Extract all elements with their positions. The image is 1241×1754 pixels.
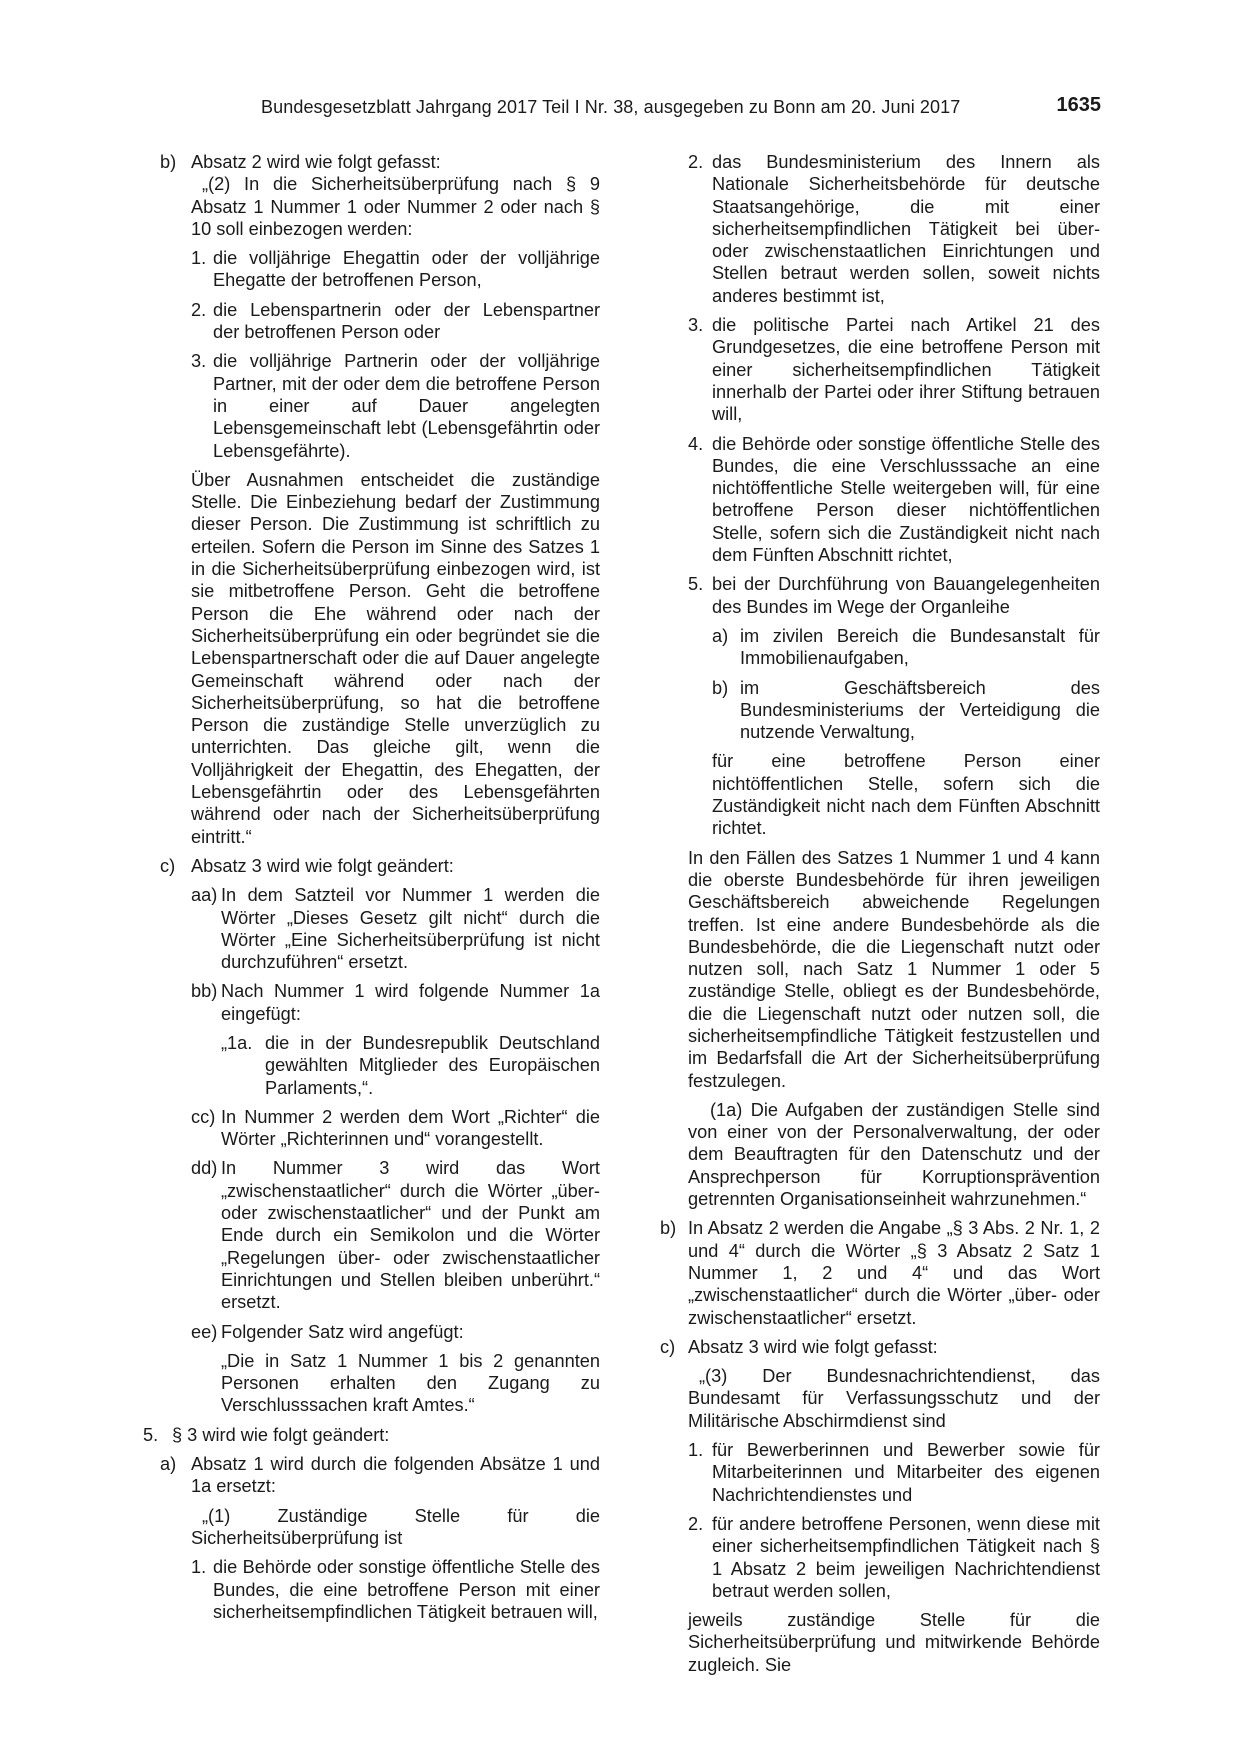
item-b — [160, 151, 600, 173]
item-label: 1. — [191, 1557, 207, 1578]
quoted-paragraph: „(2) In die Sicherheitsüberprüfung nach § 9 Absatz 1 Nummer 1 oder Nummer 2 oder nach § 10 soll einbezogen werden: — [191, 174, 600, 239]
item-label: c) — [160, 855, 176, 876]
item-text: das Bundesministerium des Innern als Nationale Sicherheitsbehörde für deutsche Staatsangehörige, die mit einer sicherheitsempfindlichen Tätigkeit bei über- oder zwischenstaatlichen Einrichtungen und Stellen betraut werden sollen, soweit nichts anderes bestimmt ist, — [712, 152, 1100, 306]
item-text: Absatz 3 wird wie folgt geändert: — [191, 855, 454, 876]
item-text: die politische Partei nach Artikel 21 des Grundgesetzes, die eine betroffene Person mit einer sicherheitsempfindlichen Tätigkeit innerhalb der Partei oder ihrer Stiftung betrauen will, — [712, 315, 1100, 425]
item-text: Absatz 3 wird wie folgt gefasst: — [688, 1336, 938, 1357]
item-text: § 3 wird wie folgt geändert: — [172, 1424, 390, 1445]
quoted-item-1a — [221, 1032, 600, 1099]
item-dd — [191, 1157, 600, 1313]
item-label: 4. — [688, 433, 704, 454]
item-text: Absatz 2 wird wie folgt gefasst: — [191, 152, 441, 172]
item-label: 2. — [688, 1513, 704, 1534]
item-label: 2. — [688, 152, 704, 172]
list-item — [191, 350, 600, 461]
sub-item — [712, 677, 1100, 744]
item-text: die volljährige Partnerin oder der volljährige Partner, mit der oder dem die betroffene Person in einer auf Dauer angelegten Lebensgemeinschaft lebt (Lebensgefährtin oder Lebensgefährte). — [213, 351, 600, 461]
item-text: die Behörde oder sonstige öffentliche Stelle des Bundes, die eine Verschlusssache an eine nichtöffentliche Stelle weitergeben will, für eine betroffene Person dieser nichtöffentlichen Stelle, sofern sich die Zuständigkeit nicht nach dem Fünften Abschnitt richtet, — [712, 433, 1100, 566]
item-label: ee) — [191, 1321, 218, 1342]
item-label: bb) — [191, 981, 218, 1002]
list-item — [688, 151, 1100, 307]
item-text: Absatz 1 wird durch die folgenden Absätze 1 und 1a ersetzt: — [191, 1454, 600, 1497]
item-label: a) — [712, 625, 729, 646]
quoted-paragraph: „(1) Zuständige Stelle für die Sicherheitsüberprüfung ist — [191, 1505, 600, 1548]
page-header — [0, 94, 1241, 125]
item-text: Nach Nummer 1 wird folgende Nummer 1a eingefügt: — [221, 981, 600, 1024]
item-text: In dem Satzteil vor Nummer 1 werden die Wörter „Dieses Gesetz gilt nicht“ durch die Wörter „Eine Sicherheitsüberprüfung ist nicht durchzuführen“ ersetzt. — [221, 885, 600, 973]
item-label: 5. — [143, 1424, 159, 1445]
item-text: bei der Durchführung von Bauangelegenheiten des Bundes im Wege der Organleihe — [712, 574, 1100, 617]
item-label: 1. — [688, 1440, 704, 1461]
item-b — [660, 1217, 1100, 1328]
item-text: im Geschäftsbereich des Bundesministeriums der Verteidigung die nutzende Verwaltung, — [740, 677, 1100, 743]
item-text: im zivilen Bereich die Bundesanstalt für Immobilienaufgaben, — [740, 625, 1100, 669]
item-aa — [191, 884, 600, 973]
item-label: b) — [160, 152, 177, 172]
closing-paragraph: jeweils zuständige Stelle für die Sicherheitsüberprüfung und mitwirkende Behörde zugleich. Sie — [688, 1610, 1100, 1675]
closing-paragraph: für eine betroffene Person einer nichtöffentlichen Stelle, sofern sich die Zuständigkeit nicht nach dem Fünften Abschnitt richtet. — [712, 751, 1100, 839]
list-item — [688, 573, 1100, 618]
item-c — [160, 855, 600, 877]
item-text: In Nummer 3 wird das Wort „zwischenstaatlicher“ durch die Wörter „über- oder zwischenstaatlicher“ und der Punkt am Ende durch ein Semikolon und die Wörter „Regelungen über- oder zwischenstaatlicher Einrichtungen und Stellen bleiben unberührt.“ ersetzt. — [221, 1158, 600, 1313]
item-bb — [191, 980, 600, 1025]
item-text: die in der Bundesrepublik Deutschland gewählten Mitglieder des Europäischen Parlaments,“. — [265, 1032, 600, 1098]
list-item — [191, 247, 600, 292]
item-cc — [191, 1106, 600, 1151]
item-5a — [160, 1453, 600, 1498]
sub-item — [712, 625, 1100, 670]
closing-paragraph: Über Ausnahmen entscheidet die zuständige Stelle. Die Einbeziehung bedarf der Zustimmung dieser Person. Die Zustimmung ist schriftlich zu erteilen. Sofern die Person im Sinne des Satzes 1 in die Sicherheitsüberprüfung einbezogen wird, ist sie mitbetroffene Person. Geht die betroffene Person die Ehe während oder nach der Sicherheitsüberprüfung ein oder begründet sie die Lebenspartnerschaft oder die auf Dauer angelegte Gemeinschaft während oder nach der Sicherheitsüberprüfung, so hat die betroffene Person die zuständige Stelle unverzüglich zu unterrichten. Das gleiche gilt, wenn die Volljährigkeit der Ehegattin, des Ehegatten, der Lebensgefährtin oder des Lebensgefährten während oder nach der Sicherheitsüberprüfung eintritt.“ — [191, 469, 600, 847]
item-label: a) — [160, 1454, 177, 1475]
item-label: 5. — [688, 574, 704, 595]
item-label: 1. — [191, 248, 207, 269]
item-text: für andere betroffene Personen, wenn diese mit einer sicherheitsempfindlichen Tätigkeit nach § 1 Absatz 2 beim jeweiligen Nachrichtendienst betraut werden sollen, — [712, 1513, 1100, 1601]
item-label: c) — [660, 1336, 676, 1357]
item-label: 3. — [191, 351, 207, 372]
item-text: die Lebenspartnerin oder der Lebenspartner der betroffenen Person oder — [213, 299, 600, 343]
item-label: 2. — [191, 299, 207, 320]
left-column — [143, 151, 600, 1623]
item-text: Folgender Satz wird angefügt: — [221, 1321, 464, 1342]
item-text: In Nummer 2 werden dem Wort „Richter“ die Wörter „Richterinnen und“ vorangestellt. — [221, 1106, 600, 1150]
item-text: die Behörde oder sonstige öffentliche Stelle des Bundes, die eine betroffene Person mit einer sicherheitsempfindlichen Tätigkeit betrauen will, — [213, 1557, 600, 1622]
list-item — [688, 433, 1100, 567]
item-5 — [143, 1424, 600, 1446]
item-ee — [191, 1321, 600, 1343]
list-item — [191, 299, 600, 344]
paragraph: In den Fällen des Satzes 1 Nummer 1 und 4 kann die oberste Bundesbehörde für ihren jeweiligen Geschäftsbereich abweichende Regelungen treffen. Ist eine andere Bundesbehörde als die Bundesbehörde, die die Liegenschaft nutzt oder nutzen soll, nach Satz 1 Nummer 1 oder 5 zuständige Stelle, obliegt es der Bundesbehörde, die die Liegenschaft nutzt oder nutzen soll, die sicherheitsempfindliche Tätigkeit festzustellen und im Bedarfsfall die Art der Sicherheitsüberprüfung festzulegen. — [688, 847, 1100, 1091]
item-text: In Absatz 2 werden die Angabe „§ 3 Abs. 2 Nr. 1, 2 und 4“ durch die Wörter „§ 3 Absatz 2 Satz 1 Nummer 1, 2 und 4“ und das Wort „zwischenstaatlicher“ durch die Wörter „über- oder zwischenstaatlicher“ ersetzt. — [688, 1218, 1100, 1328]
header-title: Bundesgesetzblatt Jahrgang 2017 Teil I Nr. 38, ausgegeben zu Bonn am 20. Juni 2017 — [261, 97, 961, 117]
item-label: dd) — [191, 1158, 218, 1179]
item-label: 3. — [688, 315, 704, 336]
list-item — [688, 1513, 1100, 1602]
item-label: aa) — [191, 885, 218, 906]
paragraph-1a: (1a) Die Aufgaben der zuständigen Stelle sind von einer von der Personalverwaltung, der oder dem Beauftragten für den Datenschutz und der Ansprechperson für Korruptionsprävention getrennten Organisationseinheit wahrzunehmen.“ — [688, 1099, 1100, 1210]
list-item — [688, 1439, 1100, 1506]
quoted-paragraph: „(3) Der Bundesnachrichtendienst, das Bundesamt für Verfassungsschutz und der Militärische Abschirmdienst sind — [688, 1366, 1100, 1431]
right-column — [660, 151, 1100, 1676]
page-number: 1635 — [1056, 94, 1101, 116]
item-label: „1a. — [221, 1032, 253, 1053]
item-text: die volljährige Ehegattin oder der volljährige Ehegatte der betroffenen Person, — [213, 248, 600, 291]
item-label: cc) — [191, 1106, 216, 1127]
quoted-sentence: „Die in Satz 1 Nummer 1 bis 2 genannten Personen erhalten den Zugang zu Verschlusssachen kraft Amtes.“ — [221, 1350, 600, 1416]
item-label: b) — [660, 1218, 677, 1239]
item-label: b) — [712, 677, 729, 698]
item-c — [660, 1336, 1100, 1358]
list-item — [688, 314, 1100, 425]
list-item — [191, 1556, 600, 1623]
item-text: für Bewerberinnen und Bewerber sowie für Mitarbeiterinnen und Mitarbeiter des eigenen Nachrichtendienstes und — [712, 1440, 1100, 1505]
